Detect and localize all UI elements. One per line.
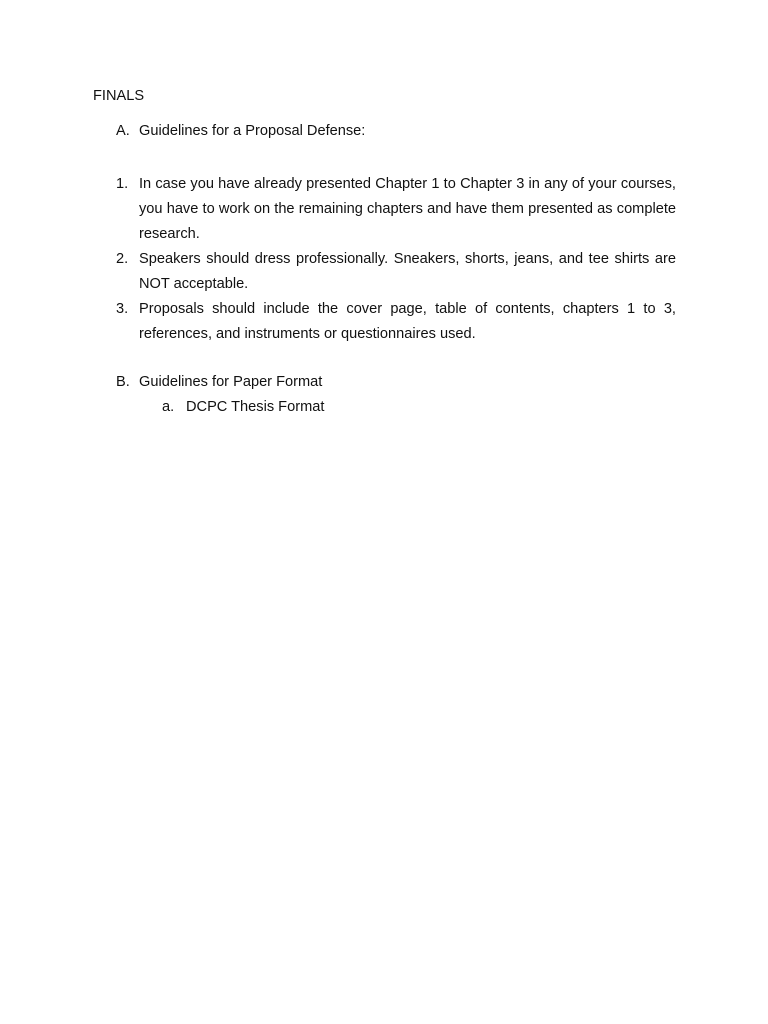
list-item xyxy=(116,297,676,347)
list-item-text: Proposals should include the cover page, table of contents, chapters 1 to 3, references, and instruments or questionnaires used. xyxy=(139,301,676,342)
list-item-number: 3. xyxy=(116,301,129,317)
numbered-list xyxy=(116,172,676,347)
list-item-number: 1. xyxy=(116,176,129,192)
sub-item-text: DCPC Thesis Format xyxy=(186,399,325,415)
sub-item-marker: a. xyxy=(162,399,175,415)
list-item-number: 2. xyxy=(116,251,129,267)
list-item xyxy=(116,247,676,297)
list-item xyxy=(116,172,676,247)
section-a-marker: A. xyxy=(116,123,130,139)
list-item-text: Speakers should dress professionally. Sneakers, shorts, jeans, and tee shirts are NOT acceptable. xyxy=(139,251,676,292)
section-b-marker: B. xyxy=(116,374,130,390)
section-a-title: Guidelines for a Proposal Defense: xyxy=(139,123,366,139)
document-heading: FINALS xyxy=(93,88,145,104)
list-item-text: In case you have already presented Chapter 1 to Chapter 3 in any of your courses, you have to work on the remaining chapters and have them presented as complete research. xyxy=(139,176,676,242)
section-b-title: Guidelines for Paper Format xyxy=(139,374,323,390)
